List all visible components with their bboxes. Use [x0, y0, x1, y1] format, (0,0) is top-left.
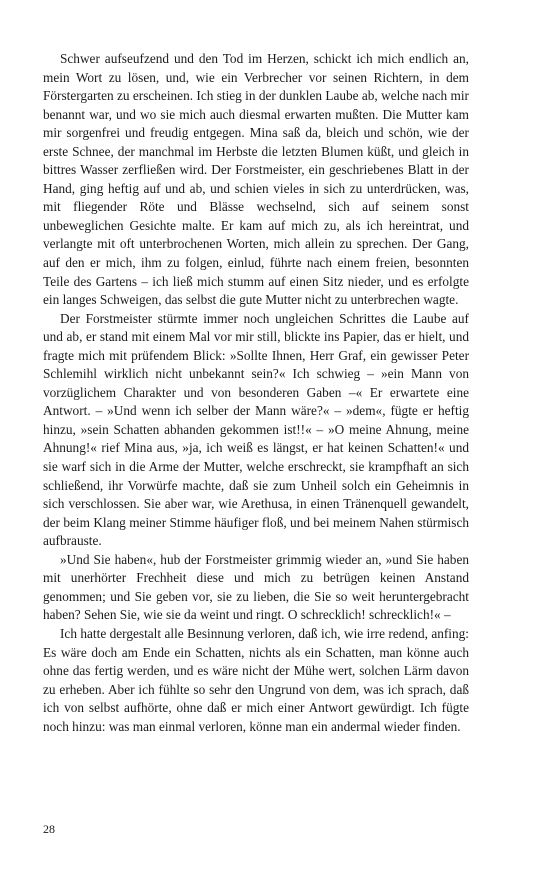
paragraph-3: »Und Sie haben«, hub der Forstmeister grimmig wieder an, »und Sie haben mit unerhörter Frechheit diese und mich zu betrügen keinen Anstand genommen; und Sie geben vor, sie zu lieben, die Sie so weit heruntergebracht haben? Sehen Sie, wie sie da weint und ringt. O schrecklich! schrecklich!« – [43, 551, 469, 623]
paragraph-2: Der Forstmeister stürmte immer noch ungleichen Schrittes die Laube auf und ab, er stand mit einem Mal vor mir still, blickte ins Papier, das er hielt, und fragte mich mit prüfendem Blick: »Sollte Ihnen, Herr Graf, ein gewisser Peter Schlemihl wirklich nicht unbekannt sein?« Ich schwieg – »ein Mann von vorzüglichem Charakter und von besonderen Gaben –« Er erwartete eine Antwort. – »Und wenn ich selber der Mann wäre?« – »dem«, fügte er heftig hinzu, »sein Schatten abhanden gekommen ist!!« – »O meine Ahnung, meine Ahnung!« rief Mina aus, »ja, ich weiß es längst, er hat keinen Schatten!« und sie warf sich in die Arme der Mutter, welche erschreckt, sie krampfhaft an sich schließend, ihr Vorwürfe machte, daß sie zum Unheil solch ein Geheimnis in sich verschlossen. Sie aber war, wie Arethusa, in einen Tränenquell gewandelt, der beim Klang meiner Stimme häufiger floß, und bei meinem Nahen stürmisch aufbrauste. [43, 310, 469, 549]
paragraph-1: Schwer aufseufzend und den Tod im Herzen, schickt ich mich endlich an, mein Wort zu lösen, und, wie ein Verbrecher vor seinen Richtern, in dem Förstergarten zu erscheinen. Ich stieg in der dunklen Laube ab, welche nach mir benannt war, und wo sie mich auch diesmal erwarten mußten. Die Mutter kam mir sorgenfrei und freudig entgegen. Mina saß da, bleich und schön, wie der erste Schnee, der manchmal im Herbste die letzten Blumen küßt, und gleich in bittres Wasser zerfließen wird. Der Forstmeister, ein geschriebenes Blatt in der Hand, ging heftig auf und ab, und schien vieles in sich zu unterdrücken, was, mit fliegender Röte und Blässe wechselnd, sich auf seinem sonst unbeweglichen Gesichte malte. Er kam auf mich zu, als ich hereintrat, und verlangte mit oft unterbrochenen Worten, mich allein zu sprechen. Der Gang, auf den er mich, ihm zu folgen, einlud, führte nach einem freien, besonnten Teile des Gartens – ich ließ mich stumm auf einen Sitz nieder, und es erfolgte ein langes Schweigen, das selbst die gute Mutter nicht zu unterbrechen wagte. [43, 51, 469, 308]
body-text [43, 50, 469, 736]
paragraph-4: Ich hatte dergestalt alle Besinnung verloren, daß ich, wie irre redend, anfing: Es wäre doch am Ende ein Schatten, nichts als ein Schatten, man könne auch ohne das fertig werden, und es wäre nicht der Mühe wert, solchen Lärm davon zu erheben. Aber ich fühlte so sehr den Ungrund von dem, was ich sprach, daß ich von selbst aufhörte, ohne daß er mich einer Antwort gewürdigt. Ich fügte noch hinzu: was man einmal verloren, könne man ein andermal wieder finden. [43, 625, 469, 734]
page-number: 28 [43, 822, 55, 836]
